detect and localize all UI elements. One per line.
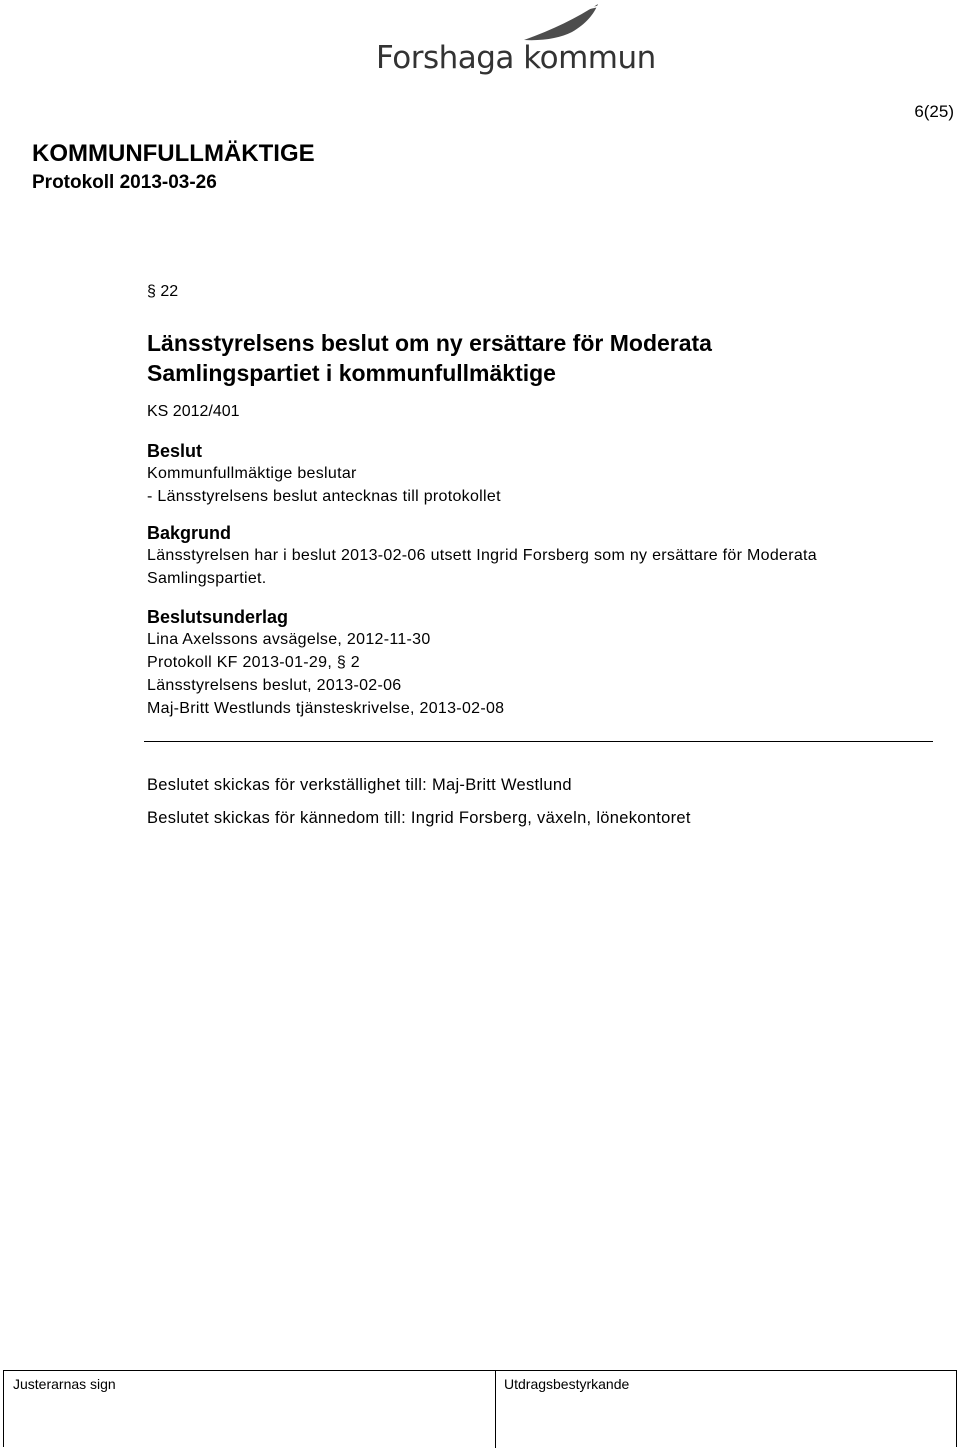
section-line: - Länsstyrelsens beslut antecknas till protokollet — [147, 488, 501, 505]
forshaga-kommun-logo — [372, 0, 656, 86]
section-divider — [144, 741, 933, 742]
footer-divider — [495, 1371, 496, 1448]
section-bakgrund — [147, 522, 937, 590]
section-line: Samlingspartiet. — [147, 570, 267, 587]
section-heading: Bakgrund — [147, 523, 232, 543]
section-heading: Beslut — [147, 441, 203, 461]
section-line: Protokoll KF 2013-01-29, § 2 — [147, 654, 360, 671]
utdragsbestyrkande-label: Utdragsbestyrkande — [504, 1376, 630, 1392]
section-line: Maj-Britt Westlunds tjänsteskrivelse, 2013-02-08 — [147, 700, 505, 717]
item-title — [147, 328, 937, 388]
section-beslut — [147, 440, 937, 508]
case-number: KS 2012/401 — [147, 403, 240, 420]
item-title-line: Länsstyrelsens beslut om ny ersättare för Moderata — [147, 330, 712, 356]
logo-text: Forshaga kommun — [376, 40, 656, 76]
section-line: Kommunfullmäktige beslutar — [147, 465, 357, 482]
section-line: Lina Axelssons avsägelse, 2012-11-30 — [147, 631, 431, 648]
distribution-execution: Beslutet skickas för verkställighet till: Maj-Britt Westlund — [147, 776, 572, 794]
item-title-line: Samlingspartiet i kommunfullmäktige — [147, 360, 556, 386]
page-number: 6(25) — [914, 102, 954, 121]
agenda-item — [147, 283, 937, 720]
section-line: Länsstyrelsens beslut, 2013-02-06 — [147, 677, 402, 694]
signature-footer — [3, 1370, 957, 1447]
organization-title: KOMMUNFULLMÄKTIGE — [32, 140, 315, 167]
distribution-notice: Beslutet skickas för kännedom till: Ingrid Forsberg, växeln, lönekontoret — [147, 809, 691, 827]
section-beslutsunderlag — [147, 606, 937, 720]
protocol-date: Protokoll 2013-03-26 — [32, 172, 217, 193]
section-heading: Beslutsunderlag — [147, 607, 289, 627]
paragraph-number: § 22 — [147, 283, 179, 300]
justerarnas-sign-label: Justerarnas sign — [13, 1376, 116, 1392]
section-line: Länsstyrelsen har i beslut 2013-02-06 utsett Ingrid Forsberg som ny ersättare för Moderata — [147, 547, 817, 564]
